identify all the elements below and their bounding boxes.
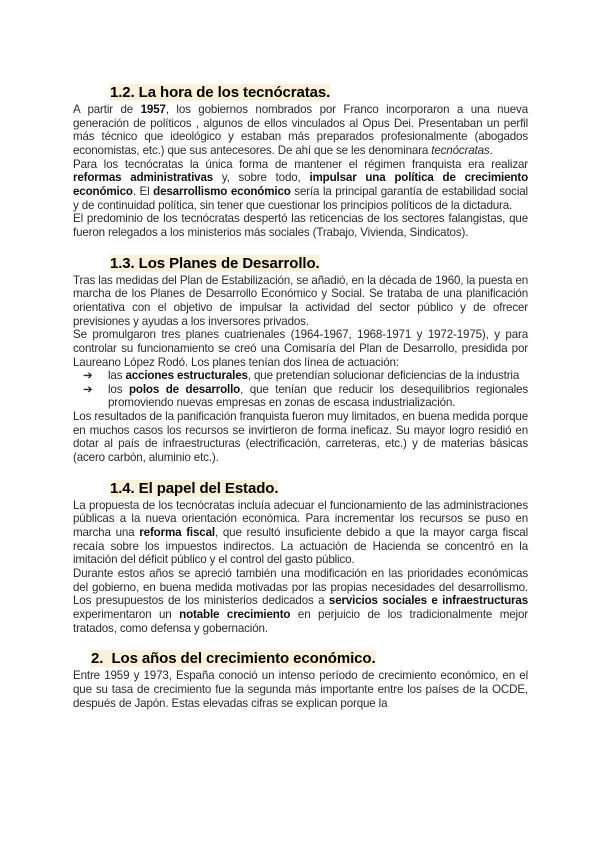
arrow-bullet-icon: ➔	[83, 369, 93, 383]
paragraph: Los resultados de la panificación franquista fueron muy limitados, en buena medida porque en muchos casos los recursos se invirtieron de forma ineficaz. Su mayor logro residió en dotar al país de infraestructuras (electrificación, carreteras, etc.) y de materias básicas (acero carbón, aluminio etc.).	[73, 410, 528, 465]
heading-highlight: 1.2. La hora de los tecnócratas.	[110, 84, 331, 101]
paragraph: Para los tecnócratas la única forma de mantener el régimen franquista era realizar reformas administrativas y, sobre todo, impulsar una política de crecimiento económico. El desarrollismo económico sería la principal garantía de estabilidad social y de continuidad política, sin tener que cuestionar los principios políticos de la dictadura.	[73, 157, 529, 212]
paragraph: Entre 1959 y 1973, España conoció un intenso período de crecimiento económico, en el que su tasa de crecimiento fue la segunda más importante entre los países de la OCDE, después de Japón. Estas elevadas cifras se explican porque la	[73, 669, 528, 710]
heading-highlight: 2. Los años del crecimiento económico.	[91, 650, 376, 668]
document-body	[73, 84, 528, 710]
paragraph: Durante estos años se apreció también una modificación en las prioridades económicas del gobierno, en buena medida motivadas por las propias necesidades del desarrollismo. Los presupuestos de los ministerios dedicados a servicios sociales e infraestructuras experimentaron un notable crecimiento en perjuicio de los tradicionalmente mejor tratados, como defensa y gobernación.	[73, 567, 529, 635]
heading-highlight: 1.3. Los Planes de Desarrollo.	[110, 254, 320, 272]
paragraph: Tras las medidas del Plan de Estabilización, se añadió, en la década de 1960, la puesta en marcha de los Planes de Desarrollo Económico y Social. Se trataba de una planificación orientativa con el objetivo de impulsar la actividad del sector público y de ofrecer previsiones y ayudas a los inversores privados.	[73, 273, 528, 328]
heading-highlight: 1.4. El papel del Estado.	[110, 479, 279, 497]
list-item: ➔ las acciones estructurales, que pretendían solucionar deficiencias de la industria	[83, 369, 520, 383]
list-item: ➔ los polos de desarrollo, que tenían que reducir los desequilibrios regionales promoviendo nuevas empresas en zonas de escasa industrialización.	[83, 382, 528, 410]
section-heading-1-3	[110, 255, 528, 273]
paragraph: Se promulgaron tres planes cuatrienales (1964-1967, 1968-1971 y 1972-1975), y para controlar su funcionamiento se creó una Comisaría del Plan de Desarrollo, presidida por Laureano López Rodó. Los planes tenían dos línea de actuación:	[73, 328, 528, 369]
bullet-list	[73, 369, 528, 410]
paragraph: A partir de 1957, los gobiernos nombrados por Franco incorporaron a una nueva generación de políticos , algunos de ellos vinculados al Opus Dei. Presentaban un perfil más técnico que ideológico y estaban más preparados profesionalmente (abogados economistas, etc.) que sus antecesores. De ahí que se les denominara tecnócratas.	[73, 103, 528, 157]
paragraph: La propuesta de los tecnócratas incluía adecuar el funcionamiento de las administraciones públicas a la nueva orientación económica. Para incrementar los recursos se puso en marcha una reforma fiscal, que resultó insuficiente debido a que la mayor carga fiscal recaía sobre los impuestos indirectos. La actuación de Hacienda se concentró en la imitación del déficit público y el control del gasto público.	[73, 498, 529, 567]
section-heading-2	[91, 650, 528, 668]
paragraph: El predominio de los tecnócratas despertó las reticencias de los sectores falangistas, que fueron relegados a los ministerios más sociales (Trabajo, Vivienda, Sindicatos).	[73, 212, 528, 239]
arrow-bullet-icon: ➔	[83, 382, 93, 396]
section-heading-1-4	[110, 480, 528, 498]
section-heading-1-2	[110, 84, 528, 102]
